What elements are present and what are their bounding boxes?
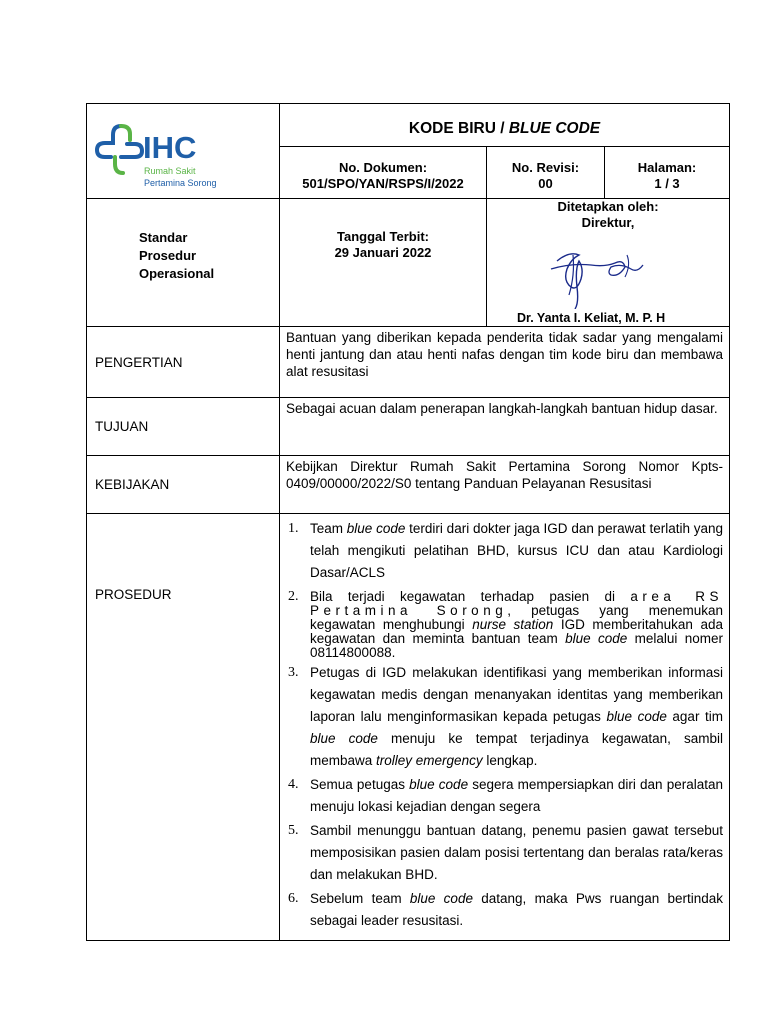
pengertian-label: PENGERTIAN <box>87 327 280 398</box>
kebijakan-text: Kebijkan Direktur Rumah Sakit Pertamina Sorong Nomor Kpts-0409/00000/2022/S0 tentang Panduan Pelayanan Resusitasi <box>280 456 730 514</box>
title-italic: BLUE CODE <box>508 120 601 137</box>
doc-number-value: 501/SPO/YAN/RSPS/I/2022 <box>302 176 464 191</box>
page-value: 1 / 3 <box>654 176 680 191</box>
spo-document <box>86 103 729 941</box>
prosedur-label: PROSEDUR <box>87 514 280 941</box>
procedure-list <box>280 514 729 940</box>
hospital-logo <box>87 104 277 196</box>
kebijakan-label: KEBIJAKAN <box>87 456 280 514</box>
prosedur-cell <box>280 514 730 941</box>
doc-number-cell <box>280 147 487 199</box>
spo-line3: Operasional <box>139 266 215 281</box>
page-label: Halaman: <box>637 160 697 175</box>
revision-value: 00 <box>538 176 553 191</box>
procedure-step: 3. Petugas di IGD melakukan identifikasi yang memberikan informasi kegawatan medis dengan menanyakan identitas yang memberikan laporan lalu menginformasikan kepada petugas blue code agar tim blue code menuju ke tempat terjadinya kegawatan, sambil membawa trolley emergency lengkap. <box>288 665 724 768</box>
procedure-step: 2. Bila terjadi kegawatan terhadap pasien di area RS Pertamina Sorong, petugas yang menemukan kegawatan menghubungi nurse station IGD memberitahukan ada kegawatan dan meminta bantuan team blue code melalui nomer 08114800088. <box>288 589 724 660</box>
page-cell <box>605 147 730 199</box>
procedure-step: 5. Sambil menunggu bantuan datang, penemu pasien gawat tersebut memposisikan pasien dalam posisi tertentang dan beralas rata/keras dan melakukan BHD. <box>288 823 724 882</box>
approval-label: Ditetapkan oleh: <box>557 199 659 214</box>
spo-table <box>86 103 730 941</box>
spo-line1: Standar <box>139 230 188 245</box>
approval-cell <box>487 199 730 327</box>
revision-cell <box>487 147 605 199</box>
issued-cell <box>280 199 487 327</box>
procedure-step: 6. Sebelum team blue code datang, maka Pws ruangan bertindak sebagai leader resusitasi. <box>288 891 724 928</box>
title-main: KODE BIRU / <box>408 120 509 137</box>
pengertian-text: Bantuan yang diberikan kepada penderita tidak sadar yang mengalami henti jantung dan atau henti nafas dengan tim kode biru dan membawa alat resusitasi <box>280 327 730 398</box>
logo-cell <box>87 104 280 199</box>
tujuan-label: TUJUAN <box>87 398 280 456</box>
revision-label: No. Revisi: <box>511 160 580 175</box>
logo-brand: IHC <box>143 130 197 165</box>
doc-number-label: No. Dokumen: <box>338 160 428 175</box>
approval-role: Direktur, <box>581 215 635 230</box>
document-title <box>280 104 730 147</box>
director-signature <box>543 239 663 309</box>
spo-cell <box>87 199 280 327</box>
logo-cross-icon <box>97 126 142 173</box>
issued-label: Tanggal Terbit: <box>337 229 429 244</box>
director-name: Dr. Yanta I. Keliat, M. P. H <box>517 311 666 325</box>
procedure-step: 4. Semua petugas blue code segera mempersiapkan diri dan peralatan menuju lokasi kejadian dengan segera <box>288 777 723 814</box>
spo-line2: Prosedur <box>139 248 197 263</box>
logo-line2: Pertamina Sorong <box>144 178 217 188</box>
procedure-step: 1. Team blue code terdiri dari dokter jaga IGD dan perawat terlatih yang telah mengikuti pelatihan BHD, kursus ICU dan atau Kardiologi Dasar/ACLS <box>288 521 724 580</box>
logo-line1: Rumah Sakit <box>144 166 196 176</box>
tujuan-text: Sebagai acuan dalam penerapan langkah-langkah bantuan hidup dasar. <box>280 398 730 456</box>
issued-value: 29 Januari 2022 <box>334 245 432 260</box>
